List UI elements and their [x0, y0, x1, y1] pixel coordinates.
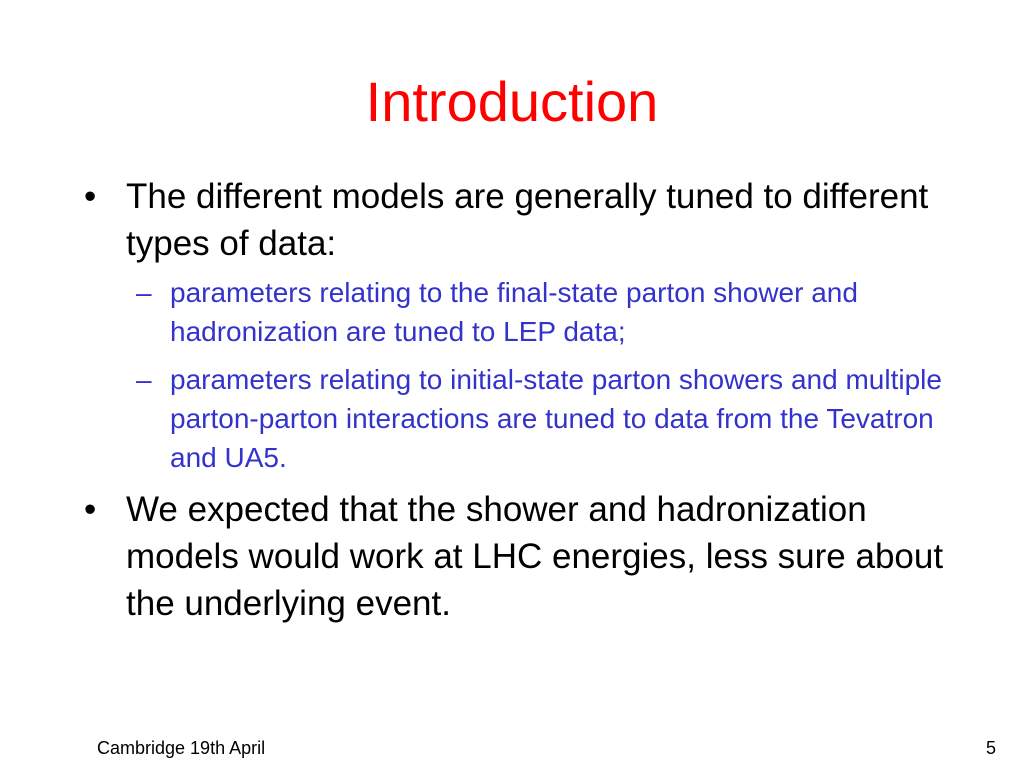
sub-bullet-item [84, 360, 944, 477]
footer-event-label: Cambridge 19th April [97, 738, 266, 758]
sub-bullet-text: parameters relating to initial-state parton showers and multiple parton-parton interactions are tuned to data from the Tevatron and UA5. [170, 364, 942, 473]
bullet-marker: • [84, 490, 97, 529]
slide-title: Introduction [365, 70, 659, 133]
bullet-item [84, 173, 944, 267]
sub-bullet-list [84, 273, 944, 477]
sub-bullet-item [84, 273, 944, 351]
sub-bullet-marker: – [136, 364, 152, 395]
slide-content [84, 173, 944, 627]
sub-bullet-marker: – [136, 277, 152, 308]
bullet-item [84, 486, 944, 627]
bullet-text: The different models are generally tuned to different types of data: [126, 177, 929, 263]
bullet-marker: • [84, 177, 97, 216]
slide-page-number: 5 [985, 738, 996, 758]
bullet-text: We expected that the shower and hadronization models would work at LHC energies, less sure about the underlying event. [126, 490, 944, 623]
sub-bullet-text: parameters relating to the final-state parton shower and hadronization are tuned to LEP data; [170, 277, 858, 347]
